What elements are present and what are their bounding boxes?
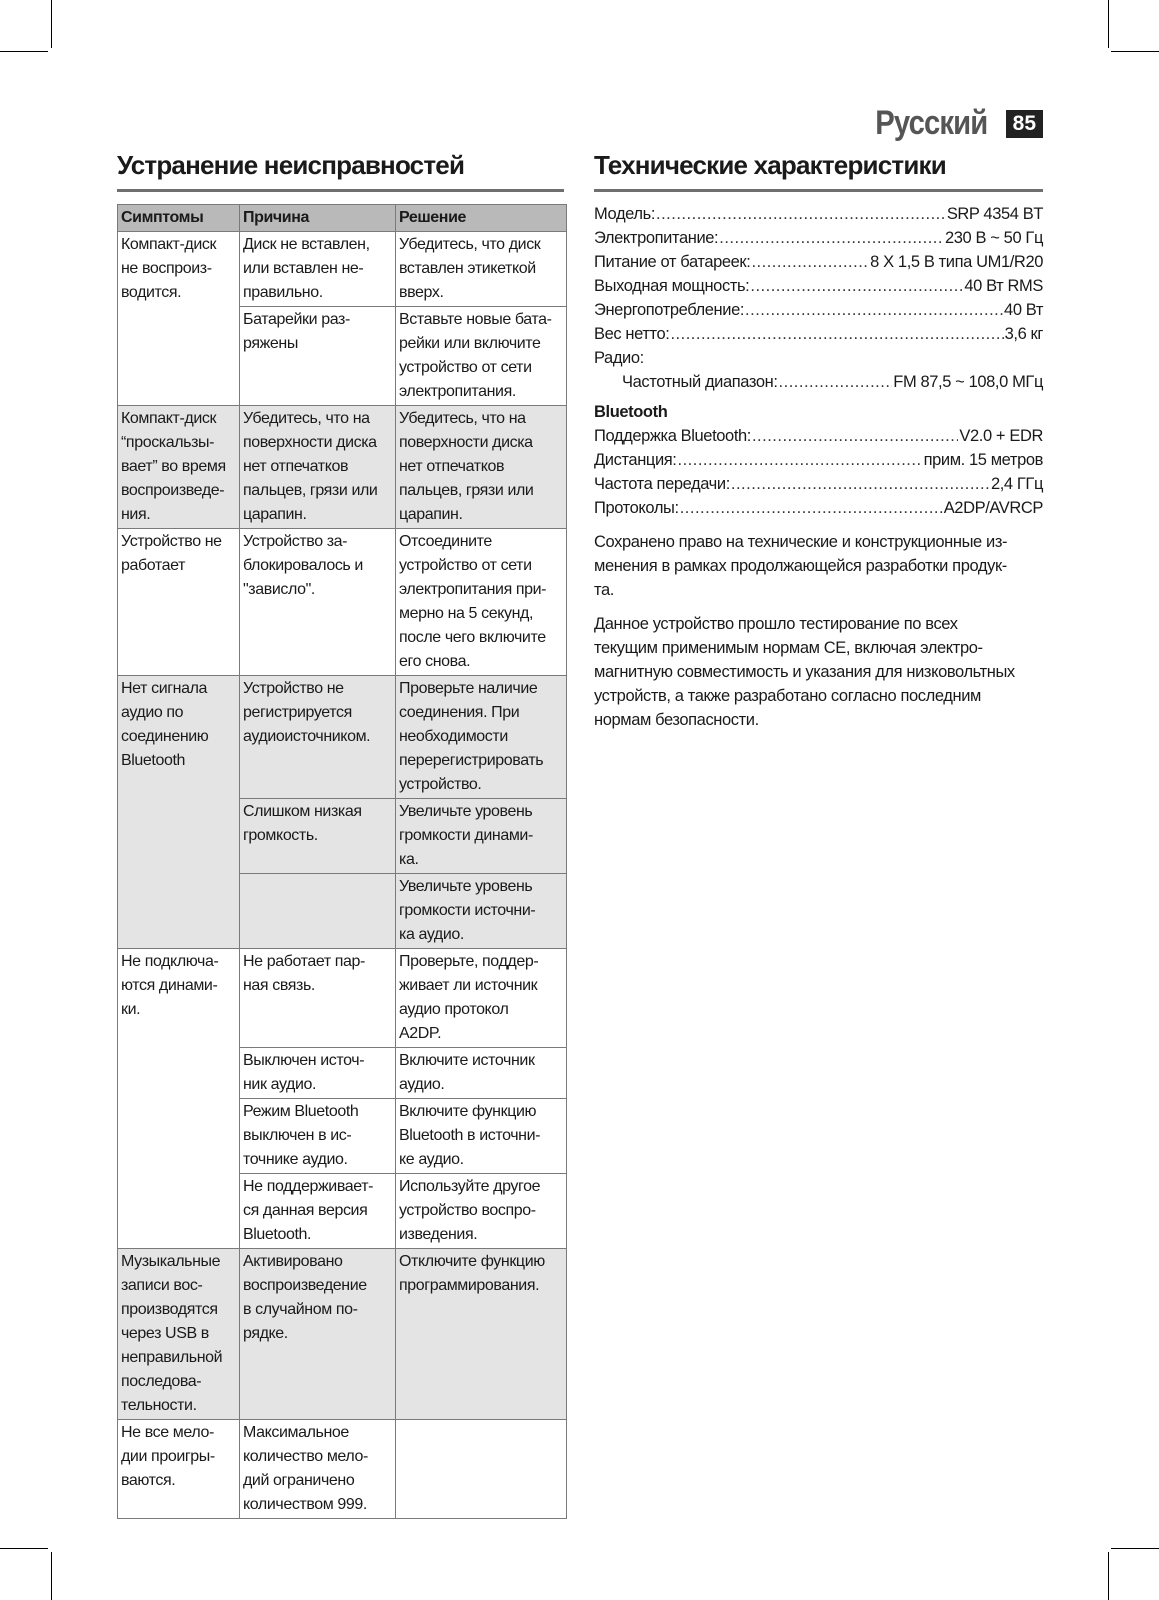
spec-label: Модель: [594,205,656,223]
symptom-group [118,676,567,949]
troubleshooting-table [117,204,567,1519]
cause-cell [240,874,396,949]
spec-main-group [594,202,1043,346]
symptom-cell: Компакт-диск не воспроиз- водится. [118,232,240,406]
spec-value: 8 X 1,5 В типа UM1/R20 [870,253,1043,271]
specs-title: Технические характеристики [594,150,1043,192]
solution-cell: Убедитесь, что диск вставлен этикеткой вверх. [396,232,567,307]
spec-value: A2DP/AVRCP [943,499,1043,517]
spec-note: Сохранено право на технические и конструкционные из- менения в рамках продолжающейся разработки продук- та. [594,533,1008,599]
spec-value: 3,6 кг [1004,325,1043,343]
spec-row [594,298,1043,322]
spec-row [594,370,1043,394]
symptom-cell: Нет сигнала аудио по соединению Bluetooth [118,676,240,949]
cause-cell: Слишком низкая громкость. [240,799,396,874]
spec-label: Электропитание: [594,229,719,247]
dot-leader [656,202,946,226]
solution-cell: Вставьте новые бата- рейки или включите устройство от сети электропитания. [396,307,567,406]
cause-cell: Батарейки раз- ряжены [240,307,396,406]
spec-radio-group [594,370,1043,394]
symptom-group [118,1249,567,1420]
page-number: 85 [1006,110,1043,138]
crop-mark [1108,1552,1109,1600]
dot-leader [779,370,893,394]
spec-label: Питание от батареек: [594,253,751,271]
spec-label: Поддержка Bluetooth: [594,427,751,445]
solution-cell: Включите источник аудио. [396,1048,567,1099]
spec-value: 40 Вт [1004,301,1043,319]
spec-value: 40 Вт RMS [964,277,1043,295]
dot-leader [670,322,1003,346]
cause-cell: Диск не вставлен, или вставлен не- правильно. [240,232,396,307]
cause-cell: Максимальное количество мело- дий ограничено количеством 999. [240,1420,396,1519]
spec-label: Протоколы: [594,499,679,517]
cause-cell: Не работает пар- ная связь. [240,949,396,1048]
spec-row [594,322,1043,346]
cause-cell: Не поддерживает- ся данная версия Bluetooth. [240,1174,396,1249]
solution-cell: Отсоедините устройство от сети электропитания при- мерно на 5 секунд, после чего включите его снова. [396,529,567,676]
spec-value: прим. 15 метров [923,451,1043,469]
specs-section [594,150,1043,732]
cause-cell: Убедитесь, что на поверхности диска нет отпечатков пальцев, грязи или царапин. [240,406,396,529]
solution-cell: Используйте другое устройство воспро- изведения. [396,1174,567,1249]
dot-leader [752,424,958,448]
page-header [857,104,1043,143]
table-row [118,1420,567,1519]
cause-cell: Устройство не регистрируется аудиоисточником. [240,676,396,799]
solution-cell: Убедитесь, что на поверхности диска нет отпечатков пальцев, грязи или царапин. [396,406,567,529]
spec-bluetooth-title: Bluetooth [594,403,668,421]
crop-mark [1111,1548,1159,1549]
solution-cell: Включите функцию Bluetooth в источни- ке аудио. [396,1099,567,1174]
symptom-cell: Музыкальные записи вос- производятся через USB в неправильной последова- тельности. [118,1249,240,1420]
table-row [118,529,567,676]
cause-cell: Устройство за- блокировалось и "зависло". [240,529,396,676]
troubleshooting-title: Устранение неисправностей [117,150,564,192]
solution-cell: Проверьте наличие соединения. При необходимости перерегистрировать устройство. [396,676,567,799]
spec-value: 2,4 ГГц [990,475,1043,493]
column-header-cause: Причина [240,205,396,232]
dot-leader [678,448,923,472]
symptom-group [118,1420,567,1519]
dot-leader [745,298,1003,322]
symptom-cell: Устройство не работает [118,529,240,676]
spec-row [594,496,1043,520]
spec-label: Вес нетто: [594,325,670,343]
spec-row [594,472,1043,496]
table-row [118,1249,567,1420]
column-header-solution: Решение [396,205,567,232]
table-row [118,232,567,307]
spec-row [594,424,1043,448]
symptom-group [118,232,567,406]
crop-mark [1111,51,1159,52]
symptom-group [118,529,567,676]
symptom-cell: Компакт-диск “проскальзы- вает” во время воспроизведе- ния. [118,406,240,529]
spec-radio-label: Радио: [594,349,644,367]
cause-cell: Выключен источ- ник аудио. [240,1048,396,1099]
solution-cell [396,1420,567,1519]
dot-leader [719,226,944,250]
language-title: Русский [875,104,988,142]
dot-leader [731,472,990,496]
spec-value: 230 В ~ 50 Гц [944,229,1043,247]
spec-label: Частота передачи: [594,475,730,493]
solution-cell: Отключите функцию программирования. [396,1249,567,1420]
solution-cell: Проверьте, поддер- живает ли источник аудио протокол A2DP. [396,949,567,1048]
dot-leader [750,274,963,298]
spec-row [594,202,1043,226]
table-row [118,676,567,799]
crop-mark [0,1548,48,1549]
spec-value: V2.0 + EDR [959,427,1043,445]
spec-label: Дистанция: [594,451,677,469]
crop-mark [51,0,52,48]
table-row [118,406,567,529]
crop-mark [0,51,48,52]
symptom-group [118,406,567,529]
table-header-row [118,205,567,232]
symptom-cell: Не подключа- ются динами- ки. [118,949,240,1249]
cause-cell: Активировано воспроизведение в случайном по- рядке. [240,1249,396,1420]
solution-cell: Увеличьте уровень громкости источни- ка аудио. [396,874,567,949]
cause-cell: Режим Bluetooth выключен в ис- точнике аудио. [240,1099,396,1174]
crop-mark [1108,0,1109,48]
symptom-group [118,949,567,1249]
spec-row [594,250,1043,274]
spec-bluetooth-group [594,424,1043,520]
spec-label: Энергопотребление: [594,301,745,319]
dot-leader [680,496,943,520]
column-header-symptoms: Симптомы [118,205,240,232]
crop-mark [51,1552,52,1600]
spec-row [594,448,1043,472]
spec-row [594,274,1043,298]
spec-value: SRP 4354 BT [946,205,1043,223]
dot-leader [751,250,869,274]
table-row [118,949,567,1048]
specs-list [594,202,1043,520]
symptom-cell: Не все мело- дии проигры- ваются. [118,1420,240,1519]
spec-label: Выходная мощность: [594,277,750,295]
solution-cell: Увеличьте уровень громкости динами- ка. [396,799,567,874]
spec-note: Данное устройство прошло тестирование по всех текущим применимым нормам CE, включая электро- магнитную совместимость и указания для низковольтных устройств, а также разработано согласно последним нормам безопасности. [594,615,1015,729]
spec-row [594,226,1043,250]
spec-value: FM 87,5 ~ 108,0 МГц [893,373,1043,391]
troubleshooting-section [117,150,564,1519]
spec-label: Частотный диапазон: [622,373,778,391]
